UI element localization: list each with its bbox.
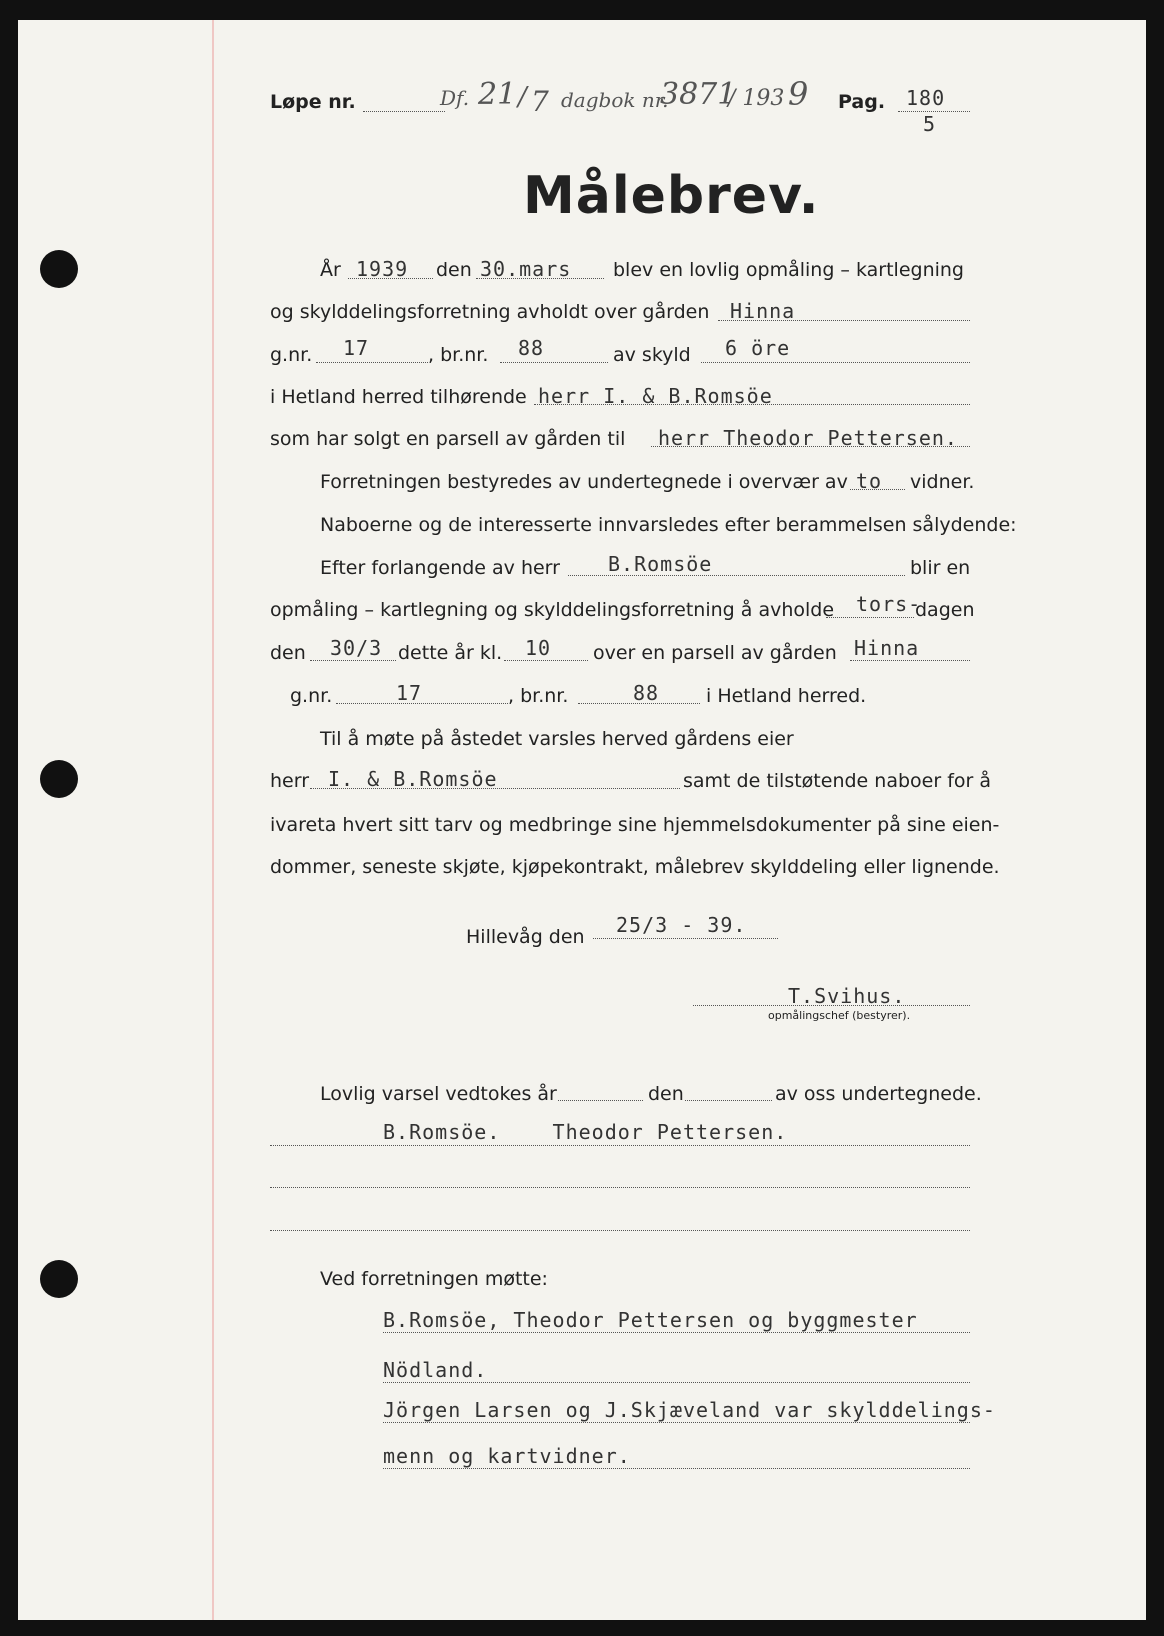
meet-time: 10 [525, 636, 552, 660]
owner-name: herr I. & B.Romsöe [538, 384, 773, 408]
line9-end: dagen [915, 599, 975, 621]
owner2-name: I. & B.Romsöe [328, 767, 498, 791]
punch-hole [40, 760, 78, 798]
notice-line-3 [270, 1230, 970, 1231]
buyer-field [651, 446, 970, 447]
line12-text: Til å møte på åstedet varsles herved gårdens eier [320, 728, 794, 750]
attendance-line-4: menn og kartvidner. [383, 1444, 631, 1468]
df-label: Df. [440, 86, 470, 110]
document-title: Målebrev. [523, 166, 820, 226]
year-suffix: 9 [788, 75, 809, 113]
skyld-field [701, 362, 970, 363]
line7-text: Naboerne og de interesserte innvarsledes efter berammelsen sålydende: [320, 514, 1017, 536]
notice-den-field [685, 1100, 772, 1101]
attendance-field-3 [383, 1422, 970, 1423]
requester-name: B.Romsöe [608, 552, 713, 576]
notice-text-c: av oss undertegnede. [775, 1083, 982, 1105]
line1-rest: blev en lovlig opmåling – kartlegning [613, 259, 964, 281]
signature-date: 25/3 - 39. [616, 913, 747, 937]
place-label: Hillevåg den [466, 926, 585, 948]
owner-field [534, 404, 970, 405]
den2-label: den [270, 642, 306, 664]
line13-end: samt de tilstøtende naboer for å [683, 770, 991, 792]
attendance-field-1 [383, 1332, 970, 1333]
year-field [348, 278, 433, 279]
skyld-value: 6 öre [725, 336, 791, 360]
line14-text: ivareta hvert sitt tarv og medbringe sine hjemmelsdokumenter på sine eien- [270, 814, 1000, 836]
notice-line-1 [270, 1145, 970, 1146]
owner2-field [310, 788, 680, 789]
brnr2-value: 88 [633, 681, 660, 705]
dagbok-label: dagbok nr. [561, 88, 669, 112]
farm2-name: Hinna [854, 636, 920, 660]
witness-count: to [856, 469, 883, 493]
line8-text: Efter forlangende av herr [320, 557, 560, 579]
brnr2-label: , br.nr. [508, 685, 569, 707]
brnr-field [500, 362, 608, 363]
requester-field [568, 575, 905, 576]
signature-date-field [593, 938, 778, 939]
witness-field [850, 489, 905, 490]
lope-field [363, 111, 445, 112]
attendance-line-3: Jörgen Larsen og J.Skjæveland var skylddelings- [383, 1398, 996, 1422]
margin-line [212, 20, 214, 1620]
notice-line-2 [270, 1187, 970, 1188]
df-value-1: 21 [478, 77, 517, 112]
notice-signers: B.Romsöe. Theodor Pettersen. [383, 1120, 788, 1144]
dagbok-number: 3871 [660, 77, 737, 112]
weekday-field [826, 617, 914, 618]
signer-field [693, 1005, 970, 1006]
document-page [18, 20, 1146, 1620]
farm2-field [850, 660, 970, 661]
signer-role: opmålingschef (bestyrer). [768, 1009, 911, 1022]
year-prefix: / 193 [728, 86, 785, 111]
punch-hole [40, 1260, 78, 1298]
brnr-label: , br.nr. [428, 344, 489, 366]
herr-label: herr [270, 770, 310, 792]
brnr2-field [578, 703, 700, 704]
gnr-label: g.nr. [270, 344, 313, 366]
line15-text: dommer, seneste skjøte, kjøpekontrakt, målebrev skylddeling eller lignende. [270, 856, 1000, 878]
attendance-line-1: B.Romsöe, Theodor Pettersen og byggmester [383, 1308, 918, 1332]
df-value-2: 7 [531, 85, 549, 118]
notice-text-a: Lovlig varsel vedtokes år [320, 1083, 557, 1105]
line9-text: opmåling – kartlegning og skylddelingsforretning å avholde [270, 599, 835, 621]
line6-text: Forretningen bestyredes av undertegnede i overvær av [320, 471, 848, 493]
buyer-name: herr Theodor Pettersen. [658, 426, 958, 450]
date-value: 30.mars [480, 257, 572, 281]
punch-hole [40, 250, 78, 288]
df-slash: / [518, 82, 527, 112]
line5-text: som har solgt en parsell av gården til [270, 428, 626, 450]
meet-time-field [504, 660, 588, 661]
notice-year-field [558, 1100, 643, 1101]
gnr-value: 17 [343, 336, 370, 360]
notice-text-b: den [648, 1083, 684, 1105]
date-field [476, 278, 604, 279]
line6-end: vidner. [910, 471, 975, 493]
meet-date-field [310, 660, 396, 661]
pag-value: 180 [906, 86, 946, 110]
line8-end: blir en [910, 557, 971, 579]
attendance-heading: Ved forretningen møtte: [320, 1268, 548, 1290]
ar-label: År [320, 259, 341, 281]
over-parsell-text: over en parsell av gården [593, 642, 837, 664]
meet-date: 30/3 [330, 636, 383, 660]
gnr2-field [336, 703, 508, 704]
farm-field [718, 320, 970, 321]
weekday-value: tors- [856, 592, 922, 616]
attendance-field-2 [383, 1382, 970, 1383]
year-value: 1939 [356, 257, 409, 281]
attendance-line-2: Nödland. [383, 1358, 488, 1382]
den-label: den [436, 259, 472, 281]
pag-sub: 5 [923, 112, 937, 136]
gnr2-value: 17 [396, 681, 423, 705]
kl-label: dette år kl. [398, 642, 503, 664]
gnr-field [316, 362, 428, 363]
lope-label: Løpe nr. [270, 91, 356, 113]
line4-text: i Hetland herred tilhørende [270, 386, 527, 408]
attendance-field-4 [383, 1468, 970, 1469]
gnr2-label: g.nr. [290, 685, 333, 707]
skyld-label: av skyld [613, 344, 691, 366]
farm-name: Hinna [730, 299, 796, 323]
pag-label: Pag. [838, 91, 886, 113]
line2-text: og skylddelingsforretning avholdt over gården [270, 301, 710, 323]
line11-end: i Hetland herred. [706, 685, 867, 707]
brnr-value: 88 [518, 336, 545, 360]
signer-name: T.Svihus. [788, 984, 906, 1008]
